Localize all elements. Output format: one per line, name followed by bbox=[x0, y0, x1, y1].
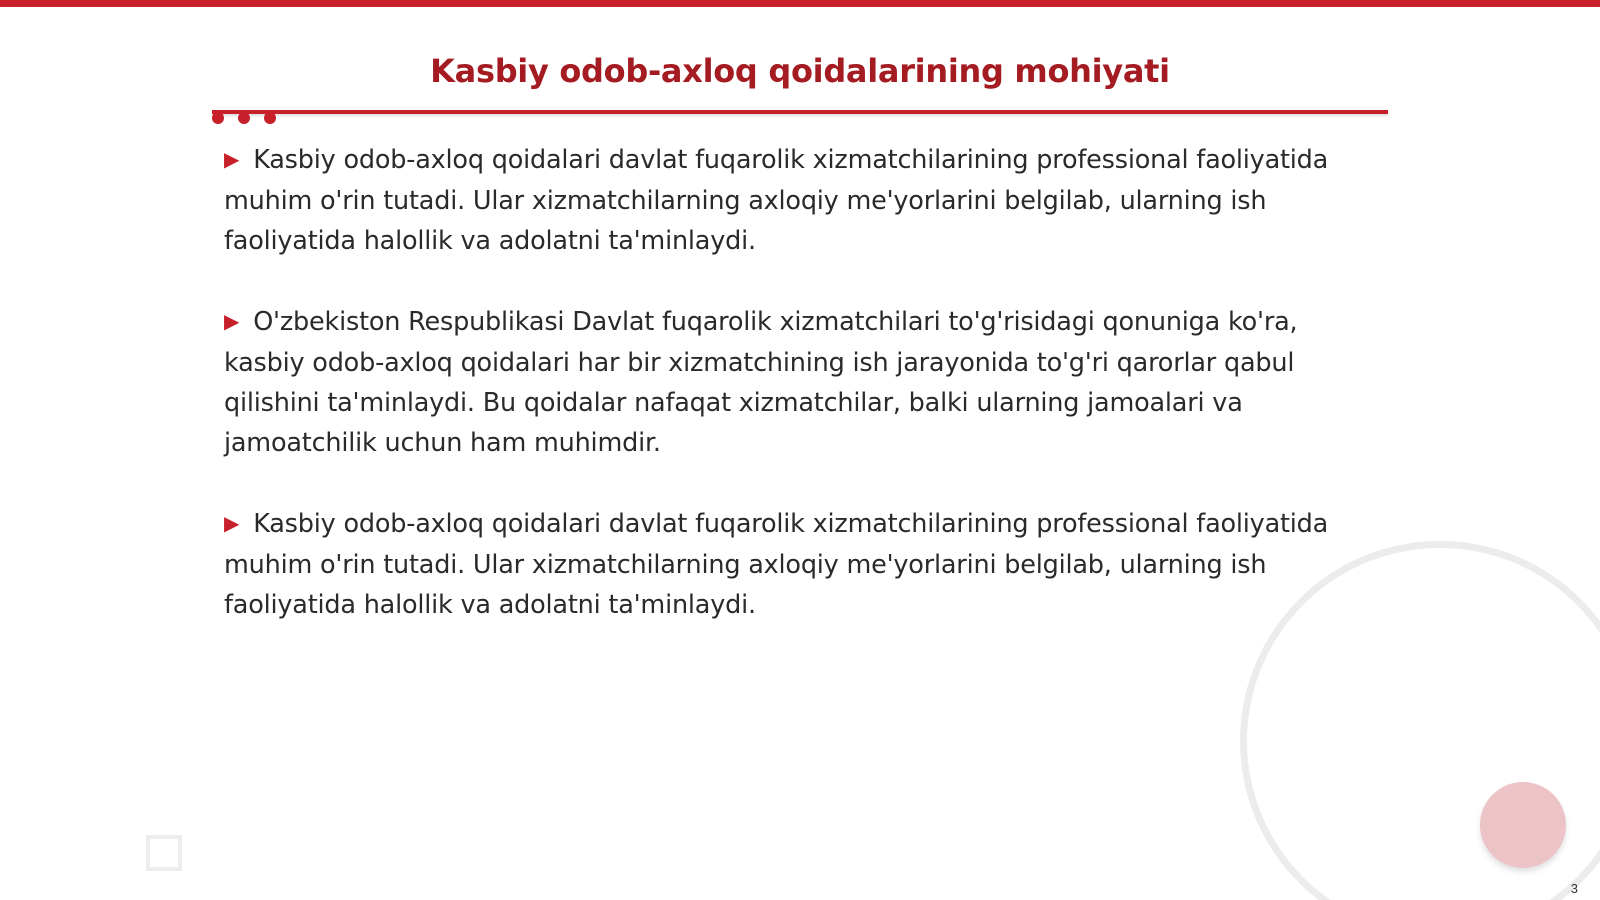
bullet-text: Kasbiy odob-axloq qoidalari davlat fuqarolik xizmatchilarining professional faoliyatida muhim o'rin tutadi. Ular xizmatchilarning axloqiy me'yorlarini belgilab, ularning ish faoliyatida halollik va adolatni ta'minlaydi. bbox=[224, 509, 1329, 620]
title-underline bbox=[212, 110, 1388, 114]
bullet-text: O'zbekiston Respublikasi Davlat fuqarolik xizmatchilari to'g'risidagi qonuniga ko'ra, kasbiy odob-axloq qoidalari har bir xizmatchining ish jarayonida to'g'ri qarorlar qabul qilishini ta'minlaydi. Bu qoidalar nafaqat xizmatchilar, balki ularning jamoalari va jamoatchilik uchun ham muhimdir. bbox=[224, 307, 1298, 458]
bullet-item bbox=[224, 302, 1384, 463]
triangle-bullet-icon: ▶ bbox=[224, 511, 240, 535]
bullet-item bbox=[224, 504, 1384, 625]
bullet-text: Kasbiy odob-axloq qoidalari davlat fuqarolik xizmatchilarining professional faoliyatida muhim o'rin tutadi. Ular xizmatchilarning axloqiy me'yorlarini belgilab, ularning ish faoliyatida halollik va adolatni ta'minlaydi. bbox=[224, 145, 1329, 256]
underline-dot bbox=[264, 112, 276, 124]
triangle-bullet-icon: ▶ bbox=[224, 309, 240, 333]
page-number: 3 bbox=[1570, 881, 1578, 896]
underline-dot bbox=[238, 112, 250, 124]
decorative-square-outline bbox=[146, 835, 182, 871]
triangle-bullet-icon: ▶ bbox=[224, 147, 240, 171]
decorative-pink-dot bbox=[1480, 782, 1566, 868]
bullet-item bbox=[224, 140, 1384, 261]
underline-dot bbox=[212, 112, 224, 124]
bullet-list bbox=[224, 140, 1384, 666]
top-accent-bar bbox=[0, 0, 1600, 7]
slide-title: Kasbiy odob-axloq qoidalarining mohiyati bbox=[430, 52, 1170, 90]
